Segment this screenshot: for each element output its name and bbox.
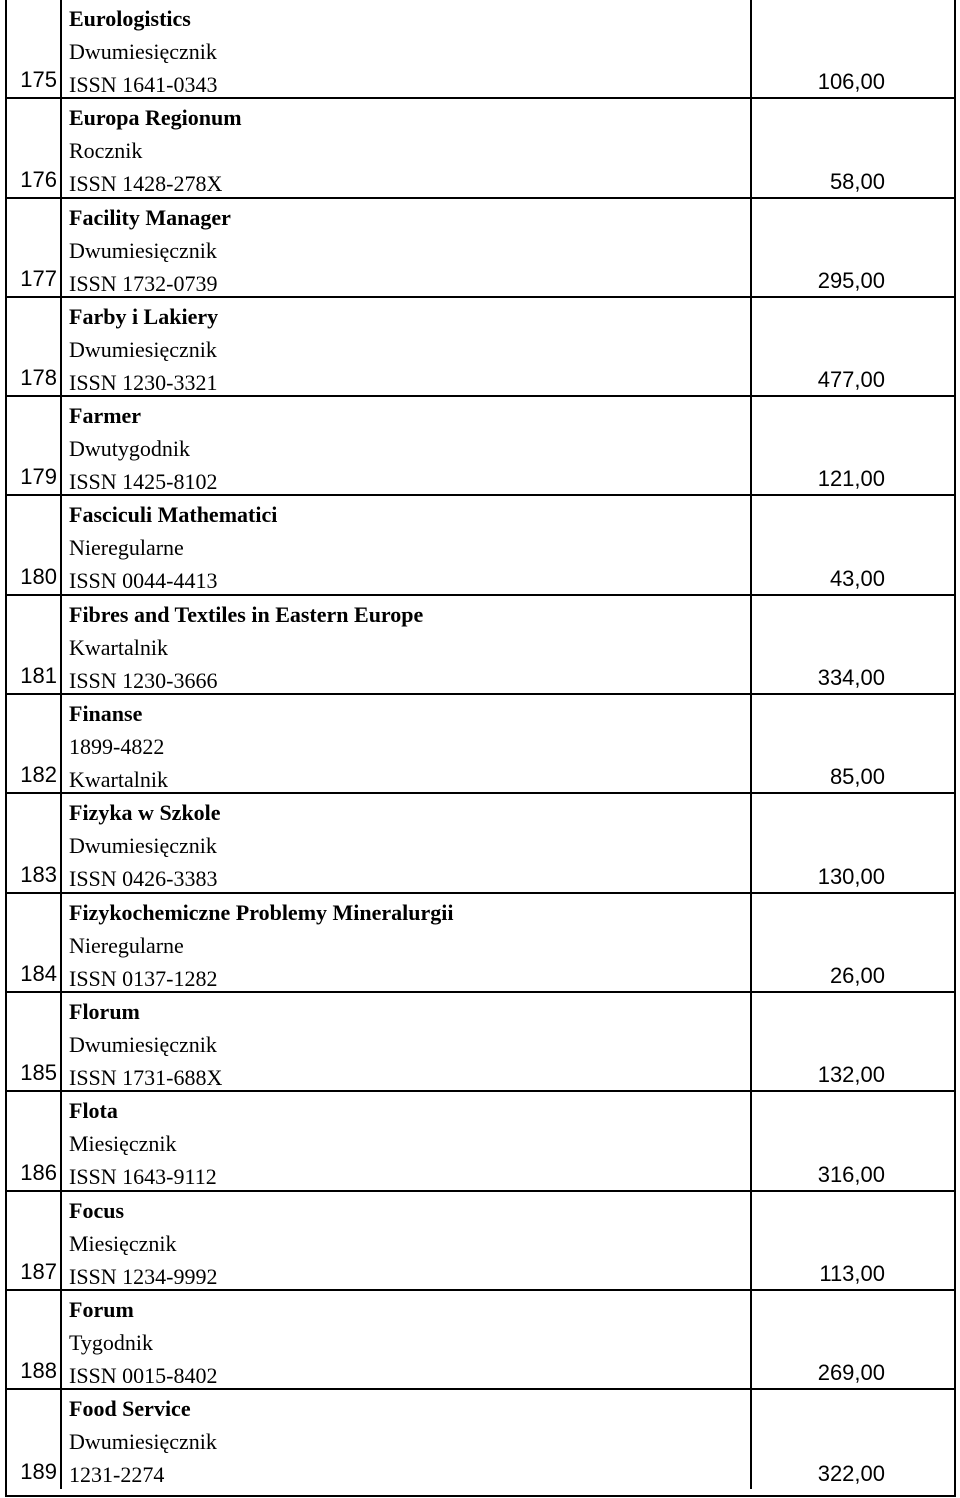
table-row bbox=[7, 1192, 954, 1291]
table-row bbox=[7, 298, 954, 397]
periodical-title: Flota bbox=[69, 1098, 118, 1124]
periodical-description bbox=[69, 1194, 749, 1293]
periodical-frequency: 1899-4822 bbox=[69, 734, 165, 760]
periodical-frequency: Dwumiesięcznik bbox=[69, 237, 217, 263]
periodical-title: Farmer bbox=[69, 403, 142, 429]
price-value: 477,00 bbox=[817, 367, 885, 393]
periodical-issn: ISSN 1230-3666 bbox=[69, 667, 218, 693]
periodical-description bbox=[69, 1293, 749, 1392]
periodical-title: Florum bbox=[69, 998, 140, 1024]
periodical-title: Fizykochemiczne Problemy Mineralurgii bbox=[69, 899, 454, 925]
price-cell bbox=[750, 794, 885, 891]
row-number: 188 bbox=[20, 1358, 57, 1384]
periodical-frequency: Dwumiesięcznik bbox=[69, 336, 217, 362]
row-number: 187 bbox=[20, 1258, 57, 1284]
price-value: 334,00 bbox=[817, 665, 885, 691]
price-cell bbox=[750, 496, 885, 593]
row-number: 181 bbox=[20, 663, 57, 689]
periodical-title: Facility Manager bbox=[69, 204, 231, 230]
row-number-cell bbox=[7, 993, 62, 1090]
periodical-description bbox=[69, 201, 749, 300]
periodical-title: Forum bbox=[69, 1296, 134, 1322]
row-number: 185 bbox=[20, 1060, 57, 1086]
periodical-frequency: Rocznik bbox=[69, 138, 143, 164]
periodical-description bbox=[69, 697, 749, 796]
price-value: 295,00 bbox=[817, 267, 885, 293]
row-number-cell bbox=[7, 1092, 62, 1189]
periodical-description bbox=[69, 995, 749, 1094]
row-number: 179 bbox=[20, 464, 57, 490]
periodical-issn: ISSN 0044-4413 bbox=[69, 568, 218, 594]
price-cell bbox=[750, 894, 885, 991]
price-cell bbox=[750, 99, 885, 196]
row-number-cell bbox=[7, 596, 62, 693]
periodical-description bbox=[69, 1392, 749, 1491]
price-cell bbox=[750, 695, 885, 792]
periodical-issn: Kwartalnik bbox=[69, 767, 168, 793]
table-row bbox=[7, 1291, 954, 1390]
periodical-frequency: Dwumiesięcznik bbox=[69, 1031, 217, 1057]
row-number: 182 bbox=[20, 762, 57, 788]
price-value: 43,00 bbox=[829, 565, 885, 591]
periodical-issn: ISSN 1641-0343 bbox=[69, 72, 218, 97]
periodical-frequency: Miesięcznik bbox=[69, 1131, 177, 1157]
row-number-cell bbox=[7, 794, 62, 891]
periodicals-table bbox=[5, 0, 956, 1497]
row-number: 180 bbox=[20, 563, 57, 589]
periodical-issn: ISSN 0015-8402 bbox=[69, 1362, 218, 1388]
row-number-cell bbox=[7, 1291, 62, 1388]
price-cell bbox=[750, 298, 885, 395]
periodical-issn: ISSN 1732-0739 bbox=[69, 270, 218, 296]
periodical-title: Europa Regionum bbox=[69, 105, 242, 131]
row-number: 183 bbox=[20, 861, 57, 887]
price-value: 121,00 bbox=[817, 466, 885, 492]
table-row bbox=[7, 0, 954, 99]
periodical-issn: ISSN 1643-9112 bbox=[69, 1164, 217, 1190]
row-number-cell bbox=[7, 1390, 62, 1489]
periodical-frequency: Nieregularne bbox=[69, 535, 184, 561]
table-row bbox=[7, 1390, 954, 1489]
periodical-title: Finanse bbox=[69, 701, 143, 727]
periodical-frequency: Dwumiesięcznik bbox=[69, 39, 217, 64]
price-value: 269,00 bbox=[817, 1360, 885, 1386]
price-cell bbox=[750, 1192, 885, 1289]
periodical-description bbox=[69, 896, 749, 995]
periodical-title: Farby i Lakiery bbox=[69, 303, 219, 329]
periodical-description bbox=[69, 598, 749, 697]
table-row bbox=[7, 496, 954, 595]
table-row bbox=[7, 99, 954, 198]
table-row bbox=[7, 695, 954, 794]
row-number: 186 bbox=[20, 1159, 57, 1185]
periodical-description bbox=[69, 796, 749, 895]
row-number-cell bbox=[7, 0, 62, 97]
periodical-frequency: Dwumiesięcznik bbox=[69, 1429, 217, 1455]
row-number-cell bbox=[7, 1192, 62, 1289]
table-row bbox=[7, 397, 954, 496]
periodical-issn: ISSN 1234-9992 bbox=[69, 1263, 218, 1289]
row-number: 178 bbox=[20, 365, 57, 391]
periodical-issn: ISSN 0137-1282 bbox=[69, 965, 218, 991]
periodical-frequency: Dwutygodnik bbox=[69, 436, 190, 462]
row-number-cell bbox=[7, 298, 62, 395]
row-number-cell bbox=[7, 397, 62, 494]
row-number: 184 bbox=[20, 960, 57, 986]
periodical-description bbox=[69, 1094, 749, 1193]
row-number-cell bbox=[7, 99, 62, 196]
periodical-frequency: Miesięcznik bbox=[69, 1230, 177, 1256]
periodical-title: Eurologistics bbox=[69, 6, 191, 31]
periodical-title: Fasciculi Mathematici bbox=[69, 502, 278, 528]
table-row bbox=[7, 199, 954, 298]
price-cell bbox=[750, 199, 885, 296]
price-cell bbox=[750, 993, 885, 1090]
row-number: 177 bbox=[20, 265, 57, 291]
price-value: 132,00 bbox=[817, 1062, 885, 1088]
periodical-title: Fizyka w Szkole bbox=[69, 800, 221, 826]
periodical-issn: ISSN 1731-688X bbox=[69, 1064, 223, 1090]
row-number-cell bbox=[7, 894, 62, 991]
price-cell bbox=[750, 1291, 885, 1388]
price-value: 113,00 bbox=[819, 1260, 885, 1286]
price-value: 322,00 bbox=[817, 1461, 885, 1487]
price-value: 58,00 bbox=[829, 168, 885, 194]
periodical-frequency: Kwartalnik bbox=[69, 634, 168, 660]
price-value: 130,00 bbox=[817, 863, 885, 889]
price-value: 85,00 bbox=[829, 764, 885, 790]
price-cell bbox=[750, 1092, 885, 1189]
row-number-cell bbox=[7, 199, 62, 296]
table-row bbox=[7, 596, 954, 695]
price-cell bbox=[750, 1390, 885, 1489]
periodical-title: Focus bbox=[69, 1197, 124, 1223]
periodical-description bbox=[69, 498, 749, 597]
periodical-issn: ISSN 1425-8102 bbox=[69, 469, 218, 495]
row-number: 175 bbox=[20, 67, 57, 93]
periodical-title: Fibres and Textiles in Eastern Europe bbox=[69, 601, 424, 627]
periodical-issn: ISSN 1428-278X bbox=[69, 171, 223, 197]
periodical-issn: ISSN 0426-3383 bbox=[69, 866, 218, 892]
price-cell bbox=[750, 596, 885, 693]
table-row bbox=[7, 993, 954, 1092]
price-value: 316,00 bbox=[817, 1161, 885, 1187]
row-number: 176 bbox=[20, 166, 57, 192]
row-number-cell bbox=[7, 496, 62, 593]
row-number-cell bbox=[7, 695, 62, 792]
periodical-description bbox=[69, 101, 749, 200]
periodical-issn: ISSN 1230-3321 bbox=[69, 369, 218, 395]
table-row bbox=[7, 894, 954, 993]
periodical-description bbox=[69, 300, 749, 399]
periodical-frequency: Dwumiesięcznik bbox=[69, 833, 217, 859]
periodical-frequency: Tygodnik bbox=[69, 1329, 154, 1355]
price-value: 106,00 bbox=[817, 69, 885, 95]
price-value: 26,00 bbox=[829, 962, 885, 988]
row-number: 189 bbox=[20, 1459, 57, 1485]
periodical-frequency: Nieregularne bbox=[69, 932, 184, 958]
table-row bbox=[7, 794, 954, 893]
periodical-issn: 1231-2274 bbox=[69, 1462, 165, 1488]
periodical-description bbox=[69, 2, 749, 101]
periodical-description bbox=[69, 399, 749, 498]
price-cell bbox=[750, 0, 885, 97]
table-row bbox=[7, 1092, 954, 1191]
price-cell bbox=[750, 397, 885, 494]
periodical-title: Food Service bbox=[69, 1396, 191, 1422]
